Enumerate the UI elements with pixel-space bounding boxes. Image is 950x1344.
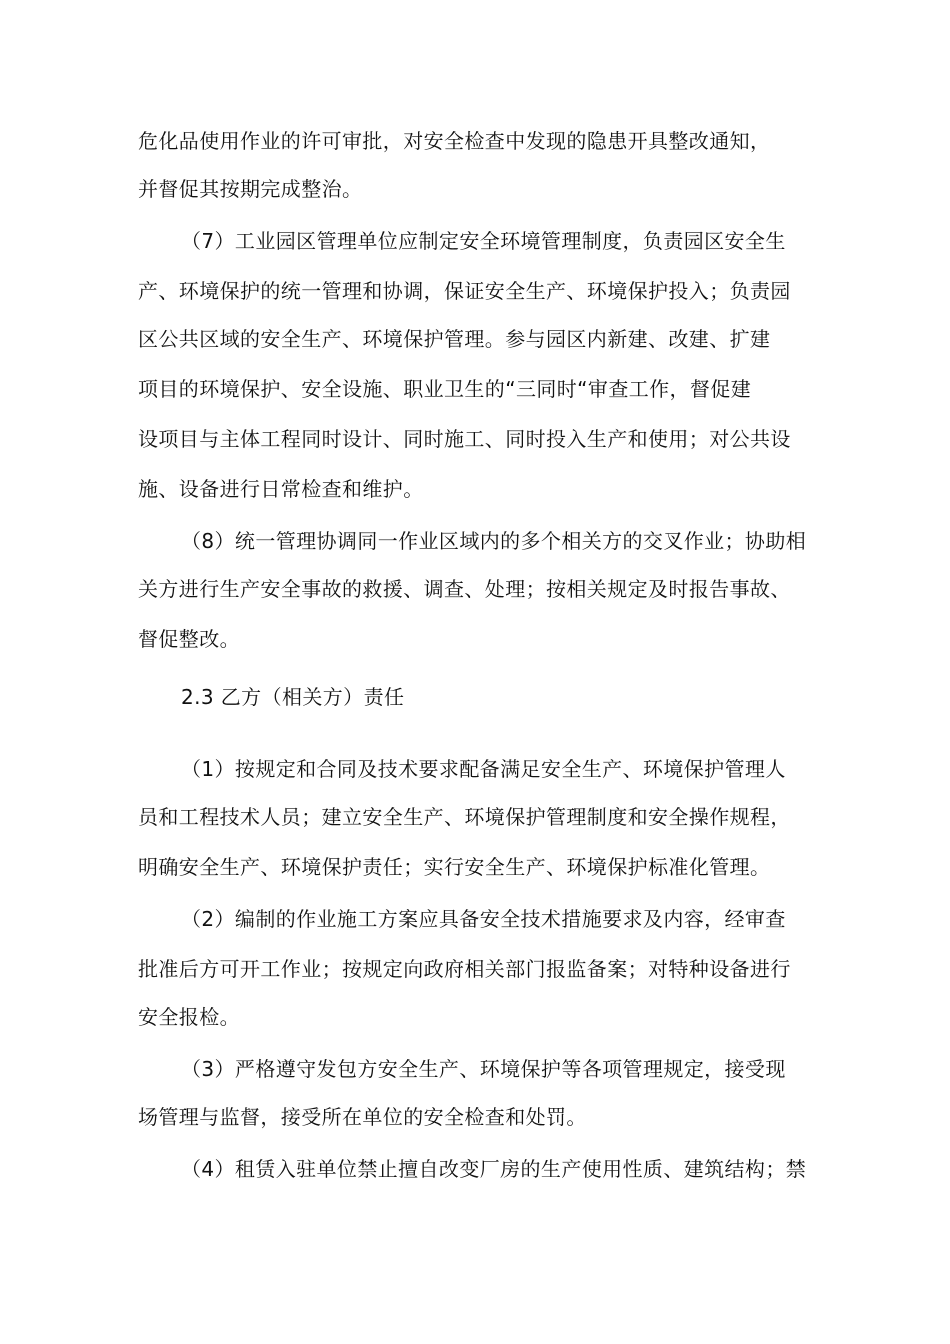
text-line: 项目的环境保护、安全设施、职业卫生的“三同时“审查工作，督促建 (138, 377, 752, 401)
text-line: 关方进行生产安全事故的救援、调查、处理；按相关规定及时报告事故、 (138, 577, 791, 601)
text-line: 设项目与主体工程同时设计、同时施工、同时投入生产和使用；对公共设 (138, 427, 791, 451)
text-line: 安全报检。 (138, 1005, 240, 1029)
section-heading: 2.3 乙方（相关方）责任 (181, 685, 405, 709)
paragraph-4-start: （4）租赁入驻单位禁止擅自改变厂房的生产使用性质、建筑结构；禁 (181, 1157, 807, 1181)
paragraph-8-start: （8）统一管理协调同一作业区域内的多个相关方的交叉作业；协助相 (181, 529, 807, 553)
text-line: 员和工程技术人员；建立安全生产、环境保护管理制度和安全操作规程， (138, 805, 791, 829)
text-line: 危化品使用作业的许可审批，对安全检查中发现的隐患开具整改通知， (138, 129, 771, 153)
paragraph-3-start: （3）严格遵守发包方安全生产、环境保护等各项管理规定，接受现 (181, 1057, 786, 1081)
text-line: 批准后方可开工作业；按规定向政府相关部门报监备案；对特种设备进行 (138, 957, 791, 981)
text-line: 明确安全生产、环境保护责任；实行安全生产、环境保护标准化管理。 (138, 855, 771, 879)
text-line: 施、设备进行日常检查和维护。 (138, 477, 424, 501)
paragraph-1-start: （1）按规定和合同及技术要求配备满足安全生产、环境保护管理人 (181, 757, 786, 781)
paragraph-7-start: （7）工业园区管理单位应制定安全环境管理制度，负责园区安全生 (181, 229, 786, 253)
paragraph-2-start: （2）编制的作业施工方案应具备安全技术措施要求及内容，经审查 (181, 907, 786, 931)
text-line: 产、环境保护的统一管理和协调，保证安全生产、环境保护投入；负责园 (138, 279, 791, 303)
text-line: 并督促其按期完成整治。 (138, 177, 363, 201)
text-line: 督促整改。 (138, 627, 240, 651)
text-line: 区公共区域的安全生产、环境保护管理。参与园区内新建、改建、扩建 (138, 327, 771, 351)
text-line: 场管理与监督，接受所在单位的安全检查和处罚。 (138, 1105, 587, 1129)
